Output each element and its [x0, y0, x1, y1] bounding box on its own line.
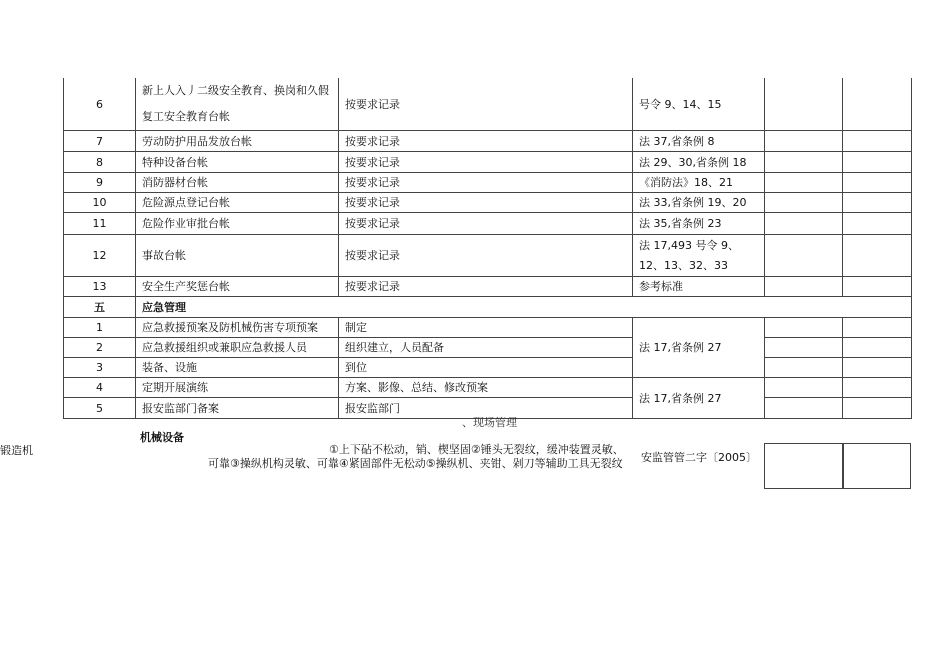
row-blank-cell [765, 338, 843, 358]
table-row [64, 193, 912, 213]
row-blank-cell [843, 318, 912, 338]
row-item: 装备、设施 [136, 358, 339, 378]
row-number: 6 [64, 78, 136, 131]
table-row [64, 235, 912, 277]
row-number: 7 [64, 131, 136, 152]
row-item: 特种设备台帐 [136, 152, 339, 173]
row-blank-cell [765, 378, 843, 398]
row-number: 10 [64, 193, 136, 213]
table-row [64, 131, 912, 152]
row-blank-cell [765, 398, 843, 419]
row-blank-cell [765, 358, 843, 378]
row-requirement: 按要求记录 [339, 173, 633, 193]
table-row [64, 213, 912, 235]
row-blank-cell [843, 358, 912, 378]
mechanical-equipment-title: 机械设备 [140, 431, 184, 444]
row-blank-cell [843, 277, 912, 297]
row-requirement: 制定 [339, 318, 633, 338]
mechanical-check-description: ①上下砧不松动，销、楔坚固②锤头无裂纹，缓冲装置灵敏、可靠③操纵机构灵敏、可靠④紧固部件无松动⑤操纵机、夹钳、剁刀等辅助工具无裂纹 [208, 443, 624, 470]
row-item: 定期开展演练 [136, 378, 339, 398]
row-blank-cell [843, 235, 912, 277]
row-blank-cell [843, 338, 912, 358]
row-blank-cell [843, 213, 912, 235]
row-item: 应急救援组织或兼职应急救援人员 [136, 338, 339, 358]
table-row [64, 358, 912, 378]
row-basis: 法 17,493 号令 9、12、13、32、33 [633, 235, 765, 277]
mechanical-check-basis: 安监管管二字〔2005〕 [641, 451, 757, 464]
row-item: 消防器材台帐 [136, 173, 339, 193]
section-title: 应急管理 [136, 297, 912, 318]
table-row [64, 378, 912, 398]
row-item: 报安监部门备案 [136, 398, 339, 419]
row-requirement: 按要求记录 [339, 213, 633, 235]
row-requirement: 按要求记录 [339, 277, 633, 297]
row-requirement: 按要求记录 [339, 193, 633, 213]
row-requirement: 按要求记录 [339, 78, 633, 131]
table-row [64, 338, 912, 358]
table-row [64, 78, 912, 131]
row-blank-cell [765, 78, 843, 131]
row-blank-cell [765, 318, 843, 338]
section-number: 五 [64, 297, 136, 318]
row-number: 1 [64, 318, 136, 338]
row-requirement: 按要求记录 [339, 235, 633, 277]
safety-checklist-table [63, 78, 912, 419]
row-basis: 法 35,省条例 23 [633, 213, 765, 235]
row-blank-cell [765, 131, 843, 152]
row-basis: 参考标准 [633, 277, 765, 297]
row-item: 应急救援预案及防机械伤害专项预案 [136, 318, 339, 338]
row-blank-cell [765, 173, 843, 193]
row-item: 危险源点登记台帐 [136, 193, 339, 213]
row-number: 12 [64, 235, 136, 277]
row-blank-cell [765, 193, 843, 213]
row-requirement: 到位 [339, 358, 633, 378]
table-row [64, 277, 912, 297]
row-blank-cell [765, 152, 843, 173]
row-blank-cell [765, 277, 843, 297]
row-requirement: 按要求记录 [339, 131, 633, 152]
section-header-row [64, 297, 912, 318]
row-blank-cell [843, 193, 912, 213]
row-basis: 法 33,省条例 19、20 [633, 193, 765, 213]
cut-off-edge-label: 锻造机 [0, 445, 33, 455]
row-item: 新上人入丿二级安全教育、换岗和久假复工安全教育台帐 [136, 78, 339, 131]
row-requirement: 报安监部门 [339, 398, 633, 419]
row-blank-cell [843, 398, 912, 419]
row-number: 4 [64, 378, 136, 398]
row-number: 8 [64, 152, 136, 173]
row-blank-cell [765, 235, 843, 277]
empty-remark-box [842, 443, 911, 489]
row-blank-cell [843, 173, 912, 193]
table-row [64, 173, 912, 193]
table-row [64, 152, 912, 173]
row-requirement: 方案、影像、总结、修改预案 [339, 378, 633, 398]
table-row [64, 318, 912, 338]
row-blank-cell [843, 152, 912, 173]
row-blank-cell [843, 78, 912, 131]
section-caption: 、现场管理 [462, 416, 517, 429]
row-blank-cell [765, 213, 843, 235]
row-item: 事故台帐 [136, 235, 339, 277]
row-basis: 法 37,省条例 8 [633, 131, 765, 152]
row-requirement: 组织建立，人员配备 [339, 338, 633, 358]
row-number: 13 [64, 277, 136, 297]
emergency-basis-a: 法 17,省条例 27 [633, 318, 765, 378]
row-basis: 《消防法》18、21 [633, 173, 765, 193]
row-item: 安全生产奖惩台帐 [136, 277, 339, 297]
row-basis: 号令 9、14、15 [633, 78, 765, 131]
row-number: 3 [64, 358, 136, 378]
row-basis: 法 29、30,省条例 18 [633, 152, 765, 173]
row-requirement: 按要求记录 [339, 152, 633, 173]
row-blank-cell [843, 131, 912, 152]
empty-result-box [764, 443, 844, 489]
row-blank-cell [843, 378, 912, 398]
emergency-basis-b: 法 17,省条例 27 [633, 378, 765, 419]
row-item: 劳动防护用品发放台帐 [136, 131, 339, 152]
row-number: 2 [64, 338, 136, 358]
row-item: 危险作业审批台帐 [136, 213, 339, 235]
row-number: 11 [64, 213, 136, 235]
row-number: 9 [64, 173, 136, 193]
row-number: 5 [64, 398, 136, 419]
